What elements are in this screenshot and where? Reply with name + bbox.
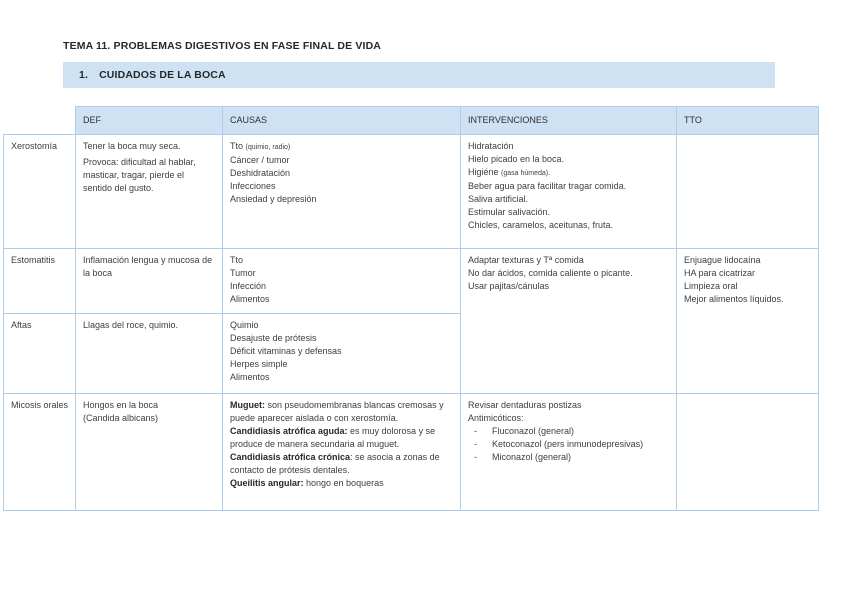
column-header-intervenciones: INTERVENCIONES [461,107,677,135]
cell-estomatitis-def: Inflamación lengua y mucosa de la boca [76,249,223,314]
cell-micosis-causas: Muguet: son pseudomembranas blancas cremosas y puede aparecer aislada o con xerostomía. Candidiasis atrófica aguda: es muy dolorosa y se produce de manera secundaria al muguet. Candidiasis atrófica crónica: se asocia a zonas de contacto de prótesis dentales. Queilitis angular: hongo en boqueras [223,394,461,511]
cell-micosis-def: Hongos en la boca (Candida albicans) [76,394,223,511]
row-label-aftas: Aftas [4,314,76,394]
cell-estomatitis-aftas-intervenciones: Adaptar texturas y Tª comida No dar ácidos, comida caliente o picante. Usar pajitas/cánulas [461,249,677,394]
page-title: TEMA 11. PROBLEMAS DIGESTIVOS EN FASE FINAL DE VIDA [63,40,382,52]
column-header-tto: TTO [677,107,819,135]
table-header-row [4,107,819,135]
row-label-xerostomia: Xerostomía [4,135,76,249]
cell-xerostomia-intervenciones: Hidratación Hielo picado en la boca. Higiéne (gasa húmeda). Beber agua para facilitar tragar comida. Saliva artificial. Estimular salivación. Chicles, caramelos, aceitunas, fruta. [461,135,677,249]
cell-micosis-intervenciones: Revisar dentaduras postizas Antimicóticos: - Fluconazol (general) - Ketoconazol (pers inmunodepresivas) - Miconazol (general) [461,394,677,511]
column-header-def: DEF [76,107,223,135]
table-row-xerostomia [4,135,819,249]
row-label-micosis-orales: Micosis orales [4,394,76,511]
table-row-micosis-orales [4,394,819,511]
section-label: CUIDADOS DE LA BOCA [99,69,226,81]
cuidados-boca-table [3,106,819,511]
cell-aftas-def: Llagas del roce, quimio. [76,314,223,394]
cell-xerostomia-tto [677,135,819,249]
section-number: 1. [79,69,89,81]
section-header-cuidados-boca [63,62,775,88]
cell-estomatitis-aftas-tto: Enjuague lidocaína HA para cicatrizar Limpieza oral Mejor alimentos líquidos. [677,249,819,394]
cell-xerostomia-causas: Tto (quimio, radio) Cáncer / tumor Deshidratación Infecciones Ansiedad y depresión [223,135,461,249]
cell-xerostomia-def: Tener la boca muy seca. Provoca: dificultad al hablar, masticar, tragar, pierde el sentido del gusto. [76,135,223,249]
column-header-causas: CAUSAS [223,107,461,135]
table-corner-spacer [4,107,76,135]
cell-micosis-tto [677,394,819,511]
table-row-estomatitis [4,249,819,314]
cell-aftas-causas: Quimio Desajuste de prótesis Déficit vitaminas y defensas Herpes simple Alimentos [223,314,461,394]
row-label-estomatitis: Estomatitis [4,249,76,314]
cell-estomatitis-causas: Tto Tumor Infección Alimentos [223,249,461,314]
